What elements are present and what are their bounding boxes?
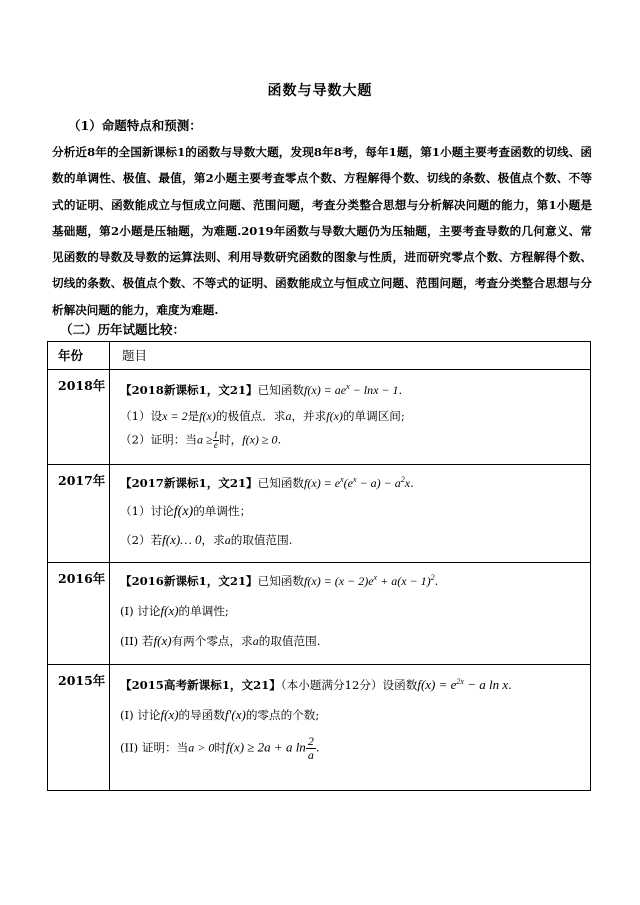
year-cell: 2017年: [48, 465, 110, 563]
section-heading-2: （二）历年试题比较：: [60, 322, 186, 337]
header-cell-question: 题目: [110, 342, 591, 370]
year-cell: 2015年: [48, 665, 110, 791]
fraction: $\frac{1}{e}$: [213, 430, 219, 450]
table-row: [48, 665, 591, 791]
sub-question-2: （2）若f(x)… 0，求a的取值范围.: [120, 532, 293, 547]
year-cell: 2016年: [48, 563, 110, 665]
table-row: [48, 465, 591, 563]
year-cell: 2018年: [48, 370, 110, 465]
sub-question-1: （1）讨论f(x)的单调性；: [120, 504, 252, 519]
question-stem: 【2017新课标1，文21】已知函数$f(x) = e^x(e^x - a) - a^2x$.: [120, 475, 414, 490]
question-cell: [110, 370, 591, 465]
header-cell-year: 年份: [48, 342, 110, 370]
table-header-row: [48, 342, 591, 370]
sub-question-1: (I) 讨论f(x)的单调性;: [120, 603, 229, 618]
sub-question-2: (II) 证明：当a > 0时f(x) ≥ 2a + a ln $\frac{2}{a}$ .: [120, 734, 320, 762]
question-stem: 【2018新课标1，文21】已知函数$f(x) = ae^x - \ln x - 1$.: [120, 382, 403, 397]
sub-question-2: (II) 若f(x)有两个零点，求a的取值范围.: [120, 633, 321, 648]
question-cell: [110, 665, 591, 791]
sub-question-1: (I) 讨论f(x)的导函数f′(x)的零点的个数;: [120, 707, 320, 722]
table-row: [48, 563, 591, 665]
document-title: 函数与导数大题: [267, 83, 373, 99]
sub-question-1: （1）设x = 2是f(x)的极值点．求a，并求f(x)的单调区间;: [120, 409, 405, 423]
fraction: $\frac{2}{a}$: [307, 734, 314, 762]
question-stem: 【2015高考新课标1，文21】（本小题满分12分）设函数$f(x) = e^{2x} - a$ ln x.: [120, 677, 512, 692]
sub-question-2: （2）证明：当a ≥ $\frac{1}{e}$ 时，f(x) ≥ 0.: [120, 430, 282, 450]
question-stem: 【2016新课标1，文21】已知函数$f(x) = (x - 2)e^x + a(x - 1)^2$.: [120, 573, 439, 588]
question-cell: [110, 563, 591, 665]
table-row: [48, 370, 591, 465]
analysis-paragraph: 分析近8年的全国新课标1的函数与导数大题，发现8年8考，每年1题，第1小题主要考查函数的切线、函数的单调性、极值、最值，第2小题主要考查零点个数、方程解得个数、切线的条数、极值点个数、不等式的证明、函数能成立与恒成立问题、范围问题，考查分类整合思想与分析解决问题的能力，第1小题是基础题，第2小题是压轴题，为难题.2019年函数与导数大题仍为压轴题，主要考查导数的几何意义、常见函数的导数及导数的运算法则、利用导数研究函数的图象与性质，进而研究零点个数、方程解得个数、切线的条数、极值点个数、不等式的证明、函数能成立与恒成立问题、范围问题，考查分类整合思想与分析解决问题的能力，难度为难题.: [52, 145, 592, 317]
exam-comparison-table: [47, 341, 591, 791]
section-heading-1: （1）命题特点和预测：: [68, 118, 202, 133]
question-cell: [110, 465, 591, 563]
